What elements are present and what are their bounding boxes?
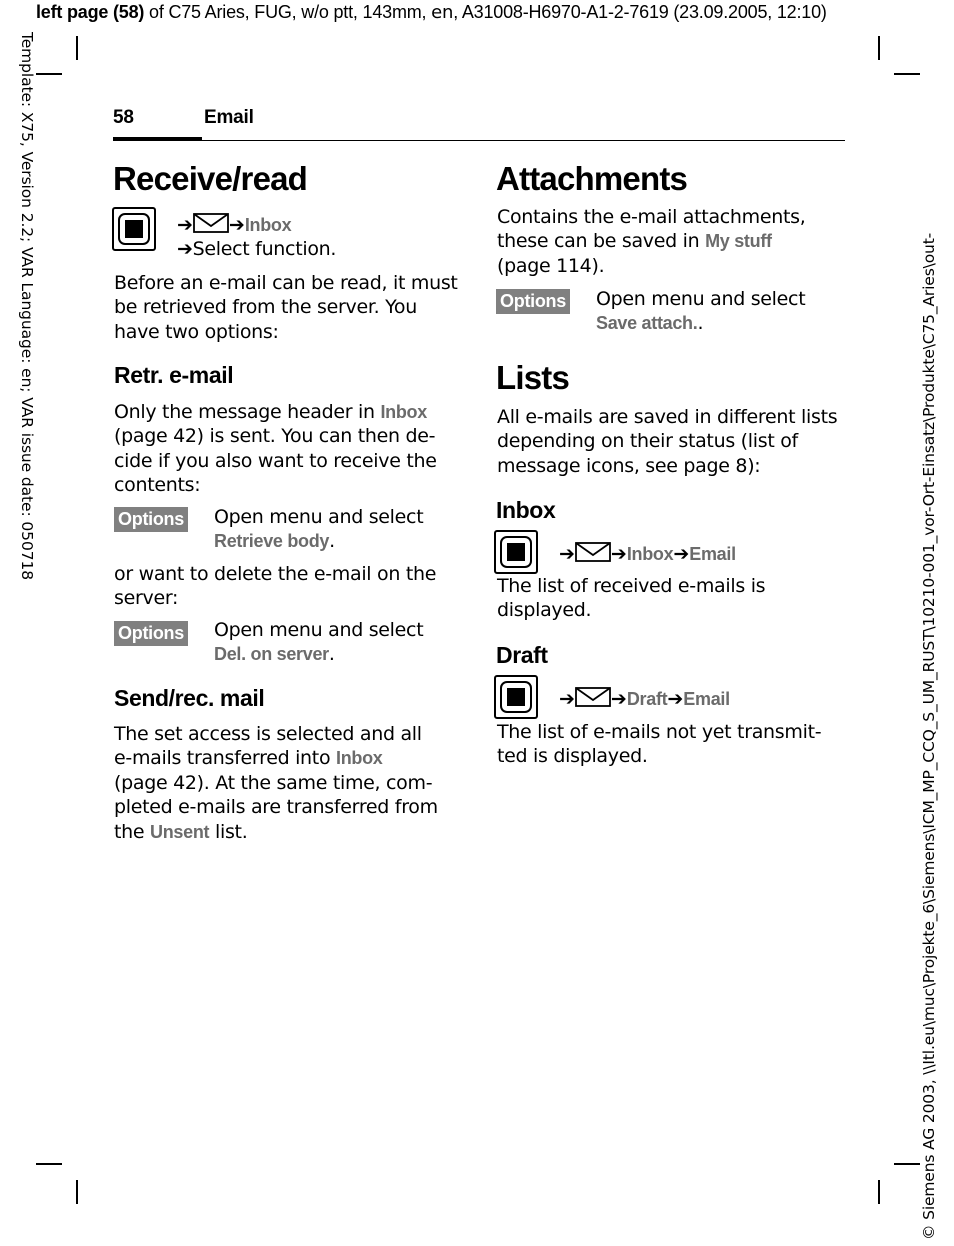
options-softkey[interactable]: Options xyxy=(114,507,188,532)
softkey2-description: Open menu and select Del. on server. xyxy=(214,619,424,666)
options-softkey[interactable]: Options xyxy=(114,621,188,646)
or-paragraph: or want to delete the e-mail on the server: xyxy=(114,563,437,610)
navigation-key-icon xyxy=(112,207,156,251)
arrow-right-icon: ➔ xyxy=(610,688,627,710)
send-paragraph: The set access is selected and all e-mails transferred into Inbox (page 42). At the same time, com- pleted e-mails are transferred from the Unsent list. xyxy=(114,723,438,843)
crop-mark xyxy=(894,73,920,75)
crop-mark xyxy=(878,1180,880,1204)
menu-inbox: Inbox xyxy=(626,544,674,564)
menu-inbox: Inbox xyxy=(380,402,427,422)
receive-intro: Before an e-mail can be read, it must be retrieved from the server. You have two options: xyxy=(114,272,458,343)
crop-mark xyxy=(878,36,880,60)
arrow-right-icon: ➔ xyxy=(673,543,690,565)
production-line xyxy=(36,2,827,23)
draft-menu-path xyxy=(559,687,730,711)
crop-mark xyxy=(36,73,62,75)
inbox-paragraph: The list of received e-mails is displayed. xyxy=(497,575,766,622)
envelope-icon xyxy=(193,213,229,233)
production-page: left page (58) xyxy=(36,2,145,22)
heading-receive-read: Receive/read xyxy=(113,160,308,197)
menu-email: Email xyxy=(683,689,730,709)
navigation-key-icon xyxy=(494,530,538,574)
arrow-right-icon: ➔ xyxy=(559,543,575,565)
production-info: of C75 Aries, FUG, w/o ptt, 143mm, xyxy=(144,2,432,22)
menu-inbox: Inbox xyxy=(336,748,383,769)
heading-attachments: Attachments xyxy=(496,160,688,197)
inbox-menu-path xyxy=(559,542,736,566)
crop-mark xyxy=(36,1163,62,1165)
receive-select-function: ➔Select function. xyxy=(177,238,337,260)
crop-mark xyxy=(894,1163,920,1165)
header-rule xyxy=(113,140,845,141)
heading-lists: Lists xyxy=(496,359,570,396)
production-doc-id: , A31008-H6970-A1-2-7619 (23.09.2005, 12:10) xyxy=(453,2,827,22)
menu-email: Email xyxy=(689,544,736,564)
production-lang: en xyxy=(431,2,454,23)
receive-menu-path xyxy=(177,213,291,237)
crop-mark xyxy=(76,1180,78,1204)
options-softkey[interactable]: Options xyxy=(496,289,570,314)
softkey1-description: Open menu and select Retrieve body. xyxy=(214,506,424,553)
heading-send-rec-mail: Send/rec. mail xyxy=(114,685,265,711)
softkey3-description: Open menu and select Save attach.. xyxy=(596,288,806,335)
heading-retr-email: Retr. e-mail xyxy=(114,362,234,388)
attachments-paragraph: Contains the e-mail attachments, these can be saved in My stuff (page 114). xyxy=(497,206,806,277)
lists-paragraph: All e-mails are saved in different lists depending on their status (list of message icons, see page 8): xyxy=(497,406,838,477)
arrow-right-icon: ➔ xyxy=(667,688,684,710)
crop-mark xyxy=(76,36,78,60)
retr-paragraph: Only the message header in Inbox (page 42) is sent. You can then de- cide if you also want to receive the contents: xyxy=(114,401,437,497)
page-number: 58 xyxy=(113,107,134,128)
menu-unsent: Unsent xyxy=(150,821,210,842)
arrow-right-icon: ➔ xyxy=(610,543,627,565)
heading-inbox: Inbox xyxy=(496,497,556,523)
menu-my-stuff: My stuff xyxy=(705,231,772,252)
arrow-right-icon: ➔ xyxy=(177,238,193,260)
menu-save-attach: Save attach. xyxy=(596,313,698,334)
template-info: Template: X75, Version 2.2; VAR Language: en; VAR issue date: 050718 xyxy=(18,32,36,580)
arrow-right-icon: ➔ xyxy=(228,214,245,236)
arrow-right-icon: ➔ xyxy=(177,214,193,236)
draft-paragraph: The list of e-mails not yet transmit- ted is displayed. xyxy=(497,721,822,768)
navigation-key-icon xyxy=(494,675,538,719)
envelope-icon xyxy=(575,542,611,562)
heading-draft: Draft xyxy=(496,642,548,668)
menu-inbox: Inbox xyxy=(244,215,292,235)
copyright-path: © Siemens AG 2003, \\Itl.eu\muc\Projekte_6\Siemens\ICM_MP_CCQ_S_UM_RUST\10210-001_vor-Ort-Einsatz\Produkte\C75_Aries\out- xyxy=(920,232,938,1240)
menu-draft: Draft xyxy=(626,689,668,709)
running-title: Email xyxy=(204,107,254,128)
arrow-right-icon: ➔ xyxy=(559,688,575,710)
envelope-icon xyxy=(575,687,611,707)
menu-del-on-server: Del. on server xyxy=(214,644,329,665)
menu-retrieve-body: Retrieve body xyxy=(214,531,330,552)
